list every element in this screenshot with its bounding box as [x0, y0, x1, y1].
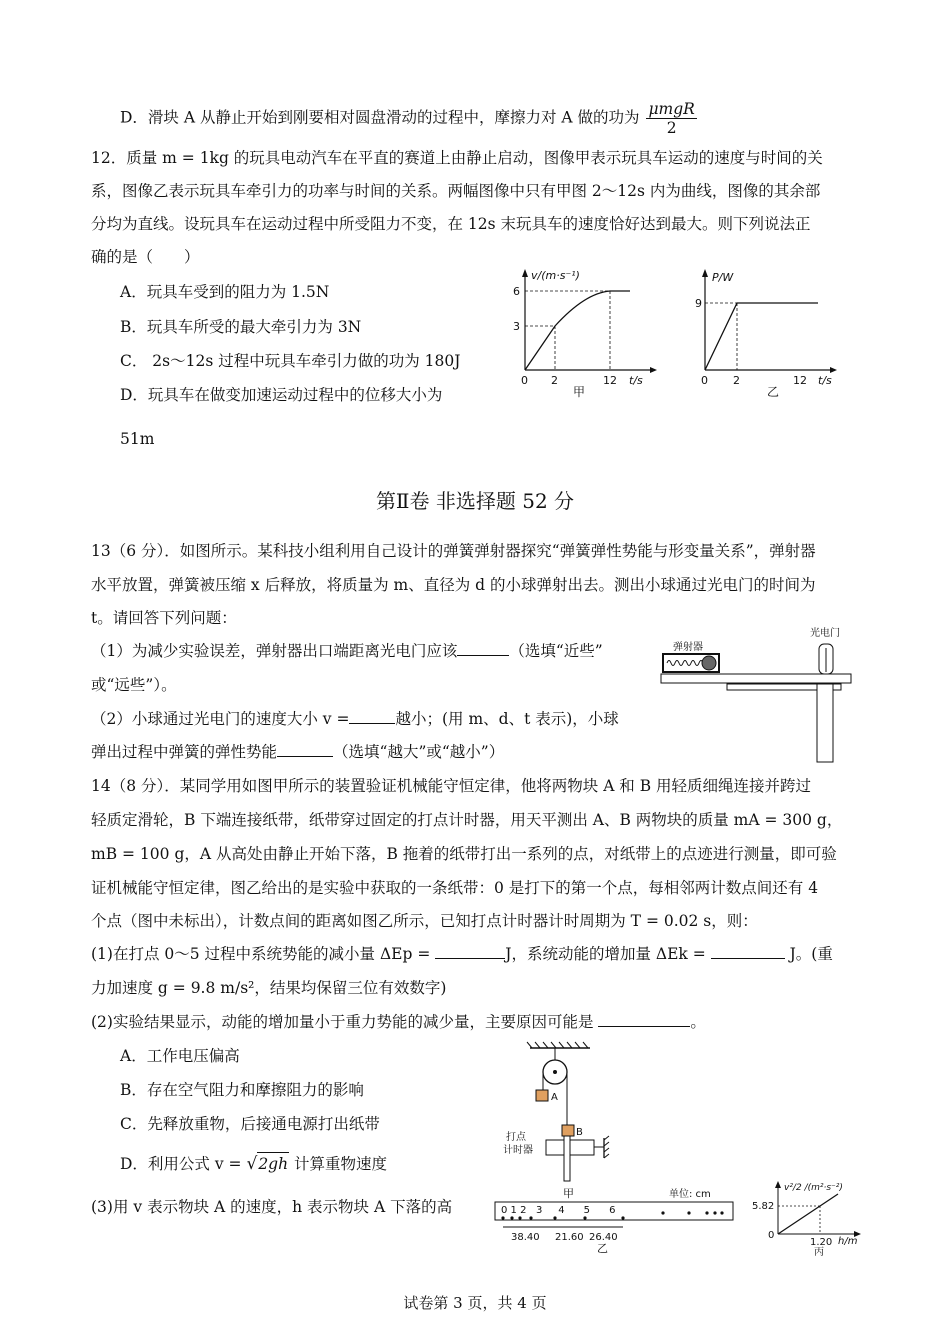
q12-line-1: 12．质量 m = 1kg 的玩具电动汽车在平直的赛道上由静止启动，图像甲表示玩具车运动的速度与时间的关: [91, 149, 823, 167]
q12-option-a: A．玩具车受到的阻力为 1.5N: [120, 283, 330, 301]
tape-dist-1: 38.40: [511, 1232, 540, 1243]
timer-label-1: 打点: [506, 1132, 526, 1143]
timer-label-2: 计时器: [503, 1145, 533, 1156]
block-a: [536, 1090, 548, 1101]
q12-option-d: D．玩具车在做变加速运动过程中的位移大小为: [120, 386, 443, 404]
graph-jia-xlabel: t/s: [629, 374, 643, 387]
graph-bing-caption: 丙: [814, 1247, 824, 1258]
q12-line-2: 系，图像乙表示玩具车牵引力的功率与时间的关系。两幅图像中只有甲图 2～12s 内为曲线，图像的其余部: [91, 182, 821, 200]
graph-bing-line: [778, 1194, 838, 1234]
pulley-axle: [553, 1070, 557, 1074]
section-title: 第Ⅱ卷 非选择题 52 分: [375, 489, 575, 513]
tape-dot-8: [687, 1211, 690, 1214]
graph-jia-tick-2: 2: [551, 374, 558, 387]
ball-icon: [702, 656, 716, 670]
q14-part-1: (1)在打点 0～5 过程中系统势能的减小量 ΔEp = J，系统动能的增加量 ΔEk = J。(重: [91, 945, 833, 963]
graph-jia-x-arrow: [650, 367, 657, 373]
table-top: [661, 674, 851, 683]
q14-line-5: 个点（图中未标出），计数点间的距离如图乙所示，已知打点计时器计时周期为 T = 0.02 s，则：: [91, 912, 758, 930]
graph-yi-ylabel: P/W: [712, 271, 734, 284]
tape-dot-6: [621, 1216, 624, 1219]
sqrt-sign-icon: √: [246, 1154, 258, 1174]
graph-yi-caption: 乙: [767, 385, 780, 399]
tape-dot-9: [705, 1211, 708, 1214]
tape-dot-1: [510, 1216, 513, 1219]
q13-part-2-cont: 弹出过程中弹簧的弹性势能 （选填“越大”或“越小”）: [91, 743, 505, 761]
q14-line-3: mB = 100 g，A 从高处由静止开始下落，B 拖着的纸带打出一系列的点，对纸带上的点迹进行测量，即可验: [91, 845, 837, 863]
tape-dot-2: [518, 1216, 521, 1219]
q12-option-d-cont: 51m: [120, 430, 155, 448]
page-footer: 试卷第 3 页，共 4 页: [403, 1294, 547, 1312]
paper-tape: [564, 1136, 570, 1181]
q14-line-4: 证机械能守恒定律，图乙给出的是实验中获取的一条纸带：0 是打下的第一个点，每相邻两计数点间还有 4: [91, 879, 819, 897]
tape-dot-5: [583, 1216, 586, 1219]
graph-jia-ylabel: v/(m·s⁻¹): [531, 269, 580, 282]
graph-yi: [685, 265, 845, 400]
q14-apparatus: [500, 1040, 630, 1200]
graph-yi-x-arrow: [830, 367, 837, 373]
graph-jia-curve: [525, 291, 630, 370]
graph-jia: [505, 265, 665, 400]
q14-option-b: B．存在空气阻力和摩擦阻力的影响: [120, 1081, 364, 1099]
q11-option-d: D．滑块 A 从静止开始到刚要相对圆盘滑动的过程中，摩擦力对 A 做的功为 $\frac{\text{μmgR}}{2}$: [120, 100, 695, 137]
graph-yi-xlabel: t/s: [818, 374, 832, 387]
q14-blank-potential[interactable]: [435, 943, 505, 959]
tape-dot-0: [501, 1216, 504, 1219]
q12-line-4: 确的是（ ）: [91, 248, 200, 266]
graph-bing-ylabel: v²/2 /(m²·s⁻²): [784, 1183, 843, 1193]
graph-bing-xlabel: h/m: [838, 1236, 858, 1247]
graph-jia-tick-12: 12: [603, 374, 617, 387]
q14-option-d: D．利用公式 v = √2gh 计算重物速度: [120, 1154, 388, 1174]
graph-jia-tick-6: 6: [513, 285, 520, 298]
q12-option-b: B．玩具车所受的最大牵引力为 3N: [120, 318, 362, 336]
graph-yi-tick-2: 2: [733, 374, 740, 387]
block-b: [562, 1125, 574, 1136]
q13-blank-2[interactable]: [349, 708, 395, 724]
fraction-mu-mgr-over-2: $\frac{\text{μmgR}}{2}$: [648, 100, 695, 137]
graph-yi-tick-9: 9: [695, 297, 702, 310]
graph-bing-origin: 0: [768, 1230, 775, 1241]
launcher-label: 弹射器: [673, 642, 703, 653]
tape-caption: 乙: [597, 1242, 608, 1255]
block-b-label: B: [576, 1127, 583, 1138]
q14-part-1-cont: 力加速度 g = 9.8 m/s²，结果均保留三位有效数字): [91, 979, 447, 997]
q14-part-3: (3)用 v 表示物块 A 的速度，h 表示物块 A 下落的高: [91, 1198, 453, 1216]
q14-option-a: A．工作电压偏高: [120, 1047, 240, 1065]
tape-dot-11: [720, 1211, 723, 1214]
q13-line-2: 水平放置，弹簧被压缩 x 后释放，将质量为 m、直径为 d 的小球弹射出去。测出小球通过光电门的时间为: [91, 576, 816, 594]
photogate-label: 光电门: [810, 628, 840, 639]
q13-blank-3[interactable]: [277, 741, 333, 757]
tape-dot-10: [713, 1211, 716, 1214]
wall-hatch: [604, 1136, 609, 1158]
graph-jia-tick-0: 0: [521, 374, 528, 387]
graph-bing-y-arrow: [775, 1181, 781, 1188]
table-leg: [817, 684, 833, 762]
q12-option-c: C． 2s～12s 过程中玩具车牵引力做的功为 180J: [120, 352, 461, 370]
apparatus-caption: 甲: [563, 1187, 574, 1200]
graph-yi-line: [705, 303, 818, 370]
q13-part-1-cont: 或“远些”）。: [91, 676, 177, 694]
tape-dot-4: [553, 1216, 556, 1219]
q14-tape: [493, 1185, 743, 1255]
q14-option-c: C．先释放重物，后接通电源打出纸带: [120, 1115, 380, 1133]
q14-blank-reason[interactable]: [598, 1011, 690, 1027]
graph-jia-caption: 甲: [573, 385, 586, 399]
q12-line-3: 分均为直线。设玩具车在运动过程中所受阻力不变，在 12s 末玩具车的速度恰好达到最大。则下列说法正: [91, 215, 811, 233]
graph-yi-y-arrow: [702, 269, 708, 277]
graph-jia-y-arrow: [522, 269, 528, 277]
tape-dist-3: 26.40: [589, 1232, 618, 1243]
q13-line-1: 13（6 分）．如图所示。某科技小组利用自己设计的弹簧弹射器探究“弹簧弹性势能与形变量关系”，弹射器: [91, 542, 816, 560]
graph-bing-yval: 5.82: [752, 1201, 775, 1212]
tape-unit: 单位: cm: [669, 1189, 711, 1200]
tape-dot-3: [529, 1216, 532, 1219]
graph-yi-tick-0: 0: [701, 374, 708, 387]
q13-part-2: （2）小球通过光电门的速度大小 v = 越小；(用 m、d、t 表示)，小球: [91, 710, 619, 728]
q14-line-2: 轻质定滑轮，B 下端连接纸带，纸带穿过固定的打点计时器，用天平测出 A、B 两物块的质量 mA = 300 g，: [91, 811, 843, 829]
q13-line-3: t。请回答下列问题：: [91, 609, 237, 627]
graph-jia-tick-3: 3: [513, 320, 520, 333]
q14-graph-bing: [752, 1180, 878, 1258]
q14-part-2: (2)实验结果显示，动能的增加量小于重力势能的减少量，主要原因可能是 。: [91, 1013, 706, 1031]
tape-dot-7: [661, 1211, 664, 1214]
q13-figure: [655, 622, 865, 767]
graph-yi-tick-12: 12: [793, 374, 807, 387]
block-a-label: A: [551, 1092, 558, 1103]
ceiling-hatch: [527, 1042, 588, 1048]
q14-blank-kinetic[interactable]: [711, 943, 785, 959]
q14-line-1: 14（8 分）．某同学用如图甲所示的装置验证机械能守恒定律，他将两物块 A 和 B 用轻质细绳连接并跨过: [91, 777, 812, 795]
tape-dist-2: 21.60: [555, 1232, 584, 1243]
spring-icon: [667, 661, 703, 666]
q13-part-1: （1）为减少实验误差，弹射器出口端距离光电门应该 （选填“近些”: [91, 642, 603, 660]
graph-bing-xval: 1.20: [810, 1237, 833, 1248]
q13-blank-1[interactable]: [457, 640, 509, 656]
tape-point-labels: 0 1 2 3 4 5 6: [501, 1205, 616, 1216]
